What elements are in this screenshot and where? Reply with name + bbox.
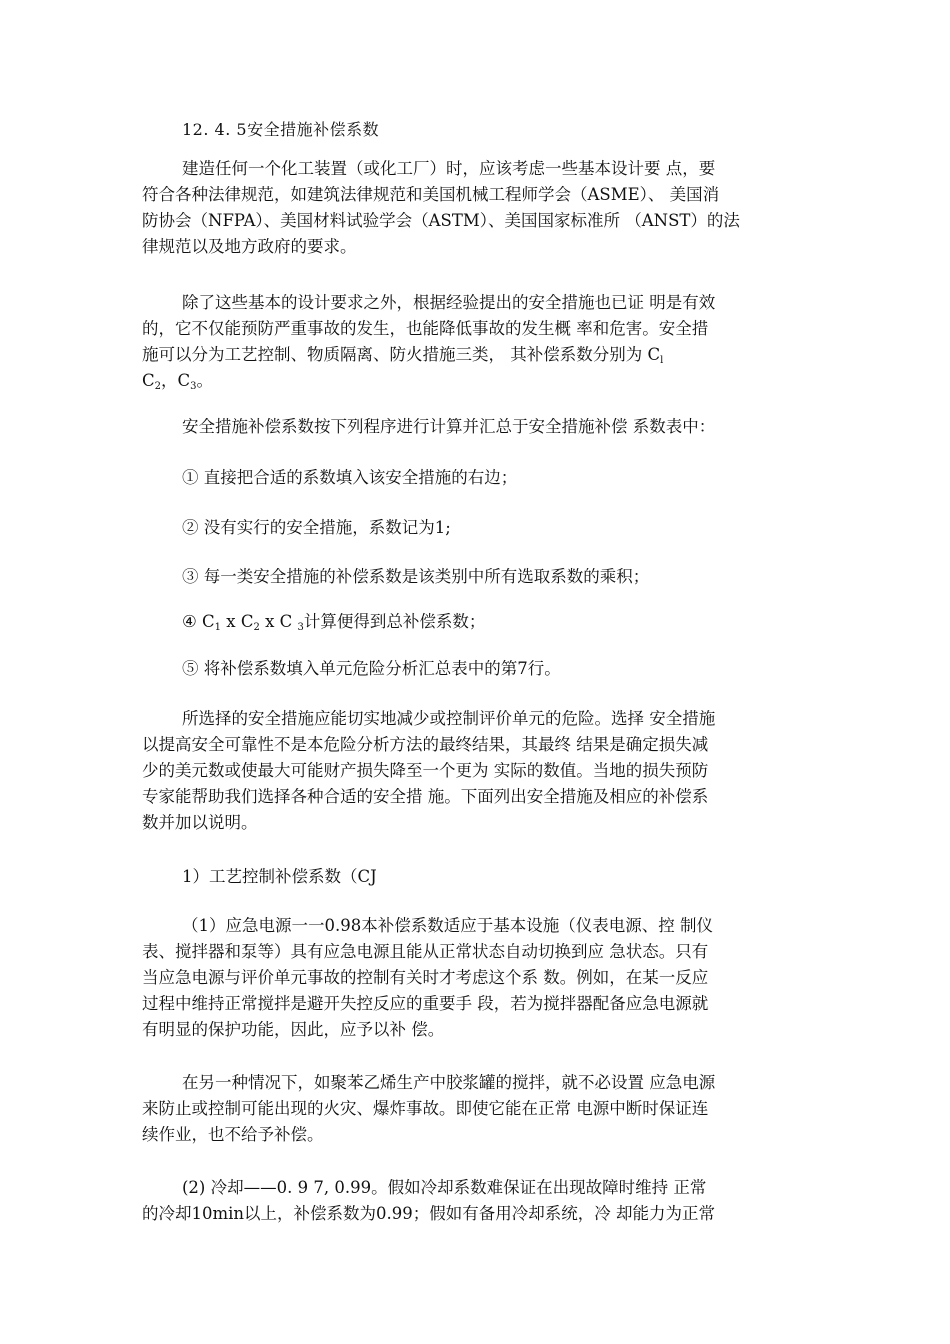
text-line: 专家能帮助我们选择各种合适的安全措 施。下面列出安全措施及相应的补偿系 — [142, 787, 709, 806]
step-2 — [142, 515, 822, 541]
paragraph-emergency-power — [142, 913, 822, 1043]
subsection-heading — [142, 864, 822, 890]
text-line: （1）应急电源一一0.98本补偿系数适应于基本设施（仪表电源、控 制仪 — [182, 916, 713, 935]
text-line: 数并加以说明。 — [142, 813, 258, 832]
paragraph-safety-measures — [142, 290, 822, 394]
text-line: (2) 冷却——0. 9 7, 0.99。假如冷却系数难保证在出现故障时维持 正常 — [182, 1178, 707, 1197]
text-line: 过程中维持正常搅拌是避开失控反应的重要手 段，若为搅拌器配备应急电源就 — [142, 994, 709, 1013]
list-item: ② 没有实行的安全措施，系数记为1; — [182, 518, 451, 537]
paragraph-procedure-intro — [142, 414, 822, 440]
list-item: ③ 每一类安全措施的补偿系数是该类别中所有选取系数的乘积； — [182, 567, 650, 586]
section-heading: 12. 4. 5安全措施补偿系数 — [182, 120, 380, 139]
text-line: 续作业，也不给予补偿。 — [142, 1125, 324, 1144]
step-5 — [142, 656, 822, 682]
text-line: 的冷却10min以上，补偿系数为0.99；假如有备用冷却系统，冷 却能力为正常 — [142, 1204, 716, 1223]
step-3 — [142, 564, 822, 590]
paragraph-design-codes — [142, 156, 822, 260]
paragraph-selection — [142, 706, 822, 836]
text-line: 来防止或控制可能出现的火灾、爆炸事故。即使它能在正常 电源中断时保证连 — [142, 1099, 709, 1118]
text-line: $C_2$，$C_3$。 — [142, 371, 213, 392]
text-line: 防协会（NFPA）、美国材料试验学会（ASTM）、美国国家标准所 （ANST）的法 — [142, 211, 740, 230]
text-line: 以提高安全可靠性不是本危险分析方法的最终结果，其最终 结果是确定损失减 — [142, 735, 709, 754]
list-item: ④ $C_1$ x $C_2$ x C $_3$计算便得到总补偿系数； — [182, 612, 486, 633]
text-line: 当应急电源与评价单元事故的控制有关时才考虑这个系 数。例如，在某一反应 — [142, 968, 709, 987]
text-line: 的，它不仅能预防严重事故的发生，也能降低事故的发生概 率和危害。安全措 — [142, 319, 709, 338]
text-line: 1）工艺控制补偿系数（CJ — [182, 867, 377, 886]
text-line: 符合各种法律规范，如建筑法律规范和美国机械工程师学会（ASME）、 美国消 — [142, 185, 720, 204]
paragraph-polystyrene — [142, 1070, 822, 1148]
text-line: 安全措施补偿系数按下列程序进行计算并汇总于安全措施补偿 系数表中： — [182, 417, 716, 436]
step-1 — [142, 465, 822, 491]
text-line: 在另一种情况下，如聚苯乙烯生产中胶浆罐的搅拌，就不必设置 应急电源 — [182, 1073, 716, 1092]
text-line: 除了这些基本的设计要求之外，根据经验提出的安全措施也已证 明是有效 — [182, 293, 716, 312]
text-line: 有明显的保护功能，因此，应予以补 偿。 — [142, 1020, 445, 1039]
text-line: 表、搅拌器和泵等）具有应急电源且能从正常状态自动切换到应 急状态。只有 — [142, 942, 709, 961]
text-line: 律规范以及地方政府的要求。 — [142, 237, 357, 256]
step-4 — [142, 609, 822, 635]
list-item: ① 直接把合适的系数填入该安全措施的右边； — [182, 468, 518, 487]
paragraph-cooling — [142, 1175, 822, 1227]
text-line: 施可以分为工艺控制、物质隔离、防火措施三类， 其补偿系数分别为 $C_l$ — [142, 345, 664, 366]
text-line: 所选择的安全措施应能切实地减少或控制评价单元的危险。选择 安全措施 — [182, 709, 716, 728]
text-line: 少的美元数或使最大可能财产损失降至一个更为 实际的数值。当地的损失预防 — [142, 761, 709, 780]
list-item: ⑤ 将补偿系数填入单元危险分析汇总表中的第7行。 — [182, 659, 561, 678]
text-line: 建造任何一个化工装置（或化工厂）时，应该考虑一些基本设计要 点，要 — [182, 159, 716, 178]
